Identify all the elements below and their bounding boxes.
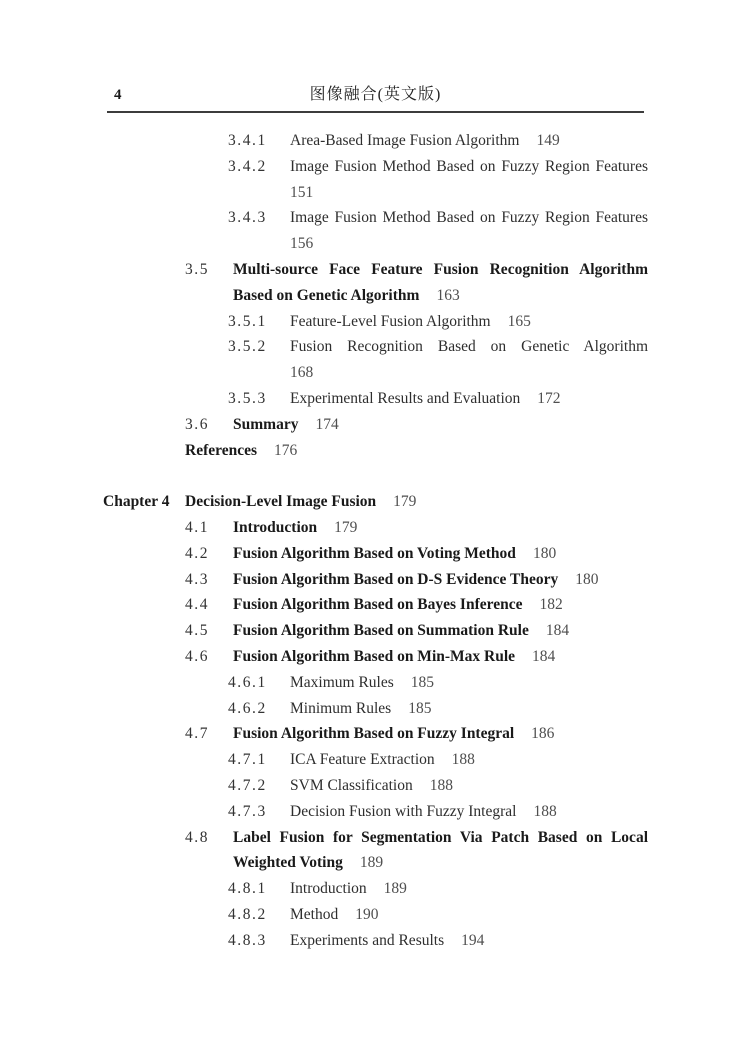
entry-title-continued: Weighted Voting — [233, 854, 343, 872]
entry-page: 151 — [290, 183, 314, 201]
entry-title: Area-Based Image Fusion Algorithm — [290, 132, 520, 149]
entry-page-line — [290, 360, 648, 386]
entry-page: 184 — [545, 622, 570, 640]
entry-number: 3.4.3 — [228, 209, 267, 227]
entry-text — [290, 309, 648, 335]
entry-number: 3.4.1 — [228, 132, 267, 149]
entry-title: Minimum Rules — [290, 699, 392, 717]
entry-page: 179 — [334, 518, 358, 536]
toc-entry — [228, 799, 648, 825]
entry-number: 4.7.2 — [228, 776, 267, 794]
entry-number: 3.6 — [185, 415, 210, 433]
entry-text — [290, 876, 648, 902]
entry-number: 4.7.3 — [228, 802, 267, 820]
page-header — [107, 84, 644, 106]
entry-page: 188 — [451, 751, 475, 769]
toc-entry — [185, 567, 648, 593]
entry-text — [290, 154, 648, 206]
entry-text — [233, 541, 648, 567]
entry-title: Method — [290, 905, 339, 923]
entry-title: Introduction — [290, 880, 367, 898]
running-title: 图像融合(英文版) — [309, 86, 442, 103]
entry-page: 194 — [461, 931, 485, 949]
entry-text — [185, 489, 648, 515]
entry-text — [290, 747, 648, 773]
toc-entry — [185, 825, 648, 877]
entry-text — [233, 412, 648, 438]
entry-page: 172 — [537, 389, 561, 407]
toc-entry — [185, 618, 648, 644]
entry-number: Chapter 4 — [103, 493, 170, 511]
entry-number: 4.2 — [185, 544, 210, 562]
entry-title: SVM Classification — [290, 776, 413, 794]
entry-title: Fusion Algorithm Based on Bayes Inference — [233, 596, 523, 614]
entry-number: 4.8.3 — [228, 931, 267, 949]
entry-text — [290, 128, 648, 154]
entry-page: 185 — [408, 699, 432, 717]
entry-text — [290, 205, 648, 257]
entry-page: 189 — [383, 880, 407, 898]
entry-number: 3.4.2 — [228, 157, 267, 175]
entry-text — [290, 334, 648, 386]
entry-number: 3.5 — [185, 260, 210, 278]
entry-page: 180 — [575, 570, 599, 588]
toc-entry — [228, 747, 648, 773]
toc-entry — [228, 205, 648, 257]
entry-title: Fusion Algorithm Based on Summation Rule — [233, 622, 529, 640]
toc-entry — [228, 386, 648, 412]
toc-entry — [185, 515, 648, 541]
toc-entry — [228, 696, 648, 722]
header-rule — [107, 111, 644, 113]
entry-text — [233, 618, 648, 644]
entry-text — [185, 438, 648, 464]
toc-entry — [185, 721, 648, 747]
entry-title: Fusion Recognition Based on Genetic Algorithm — [290, 338, 648, 356]
toc-entry — [228, 334, 648, 386]
entry-text — [290, 799, 648, 825]
entry-title-line1 — [233, 257, 648, 283]
entry-page: 149 — [536, 132, 560, 149]
entry-number: 4.6 — [185, 647, 210, 665]
toc-entry — [103, 489, 648, 515]
entry-page: 184 — [532, 647, 556, 665]
entry-page: 186 — [531, 725, 555, 743]
entry-number: 4.3 — [185, 570, 210, 588]
toc-entry — [228, 876, 648, 902]
entry-title-line1 — [233, 825, 648, 851]
entry-page-line — [290, 180, 648, 206]
entry-text — [233, 567, 648, 593]
entry-title-line1 — [290, 154, 648, 180]
toc-entry — [185, 541, 648, 567]
entry-title: Fusion Algorithm Based on Voting Method — [233, 544, 516, 562]
entry-text — [290, 386, 648, 412]
entry-text — [233, 825, 648, 877]
entry-title: Image Fusion Method Based on Fuzzy Region Features — [290, 209, 648, 227]
entry-title: Fusion Algorithm Based on D-S Evidence Theory — [233, 570, 559, 588]
toc-entry — [228, 128, 648, 154]
entry-page: 182 — [539, 596, 563, 614]
entry-number: 4.7.1 — [228, 751, 267, 769]
entry-title: ICA Feature Extraction — [290, 751, 435, 769]
entry-text — [233, 515, 648, 541]
toc-entry — [185, 438, 648, 464]
entry-number: 4.1 — [185, 518, 210, 536]
entry-text — [233, 644, 648, 670]
entry-number: 4.8.2 — [228, 905, 267, 923]
toc-entry — [185, 257, 648, 309]
entry-number: 4.6.2 — [228, 699, 267, 717]
toc-entry — [185, 644, 648, 670]
entry-title: Feature-Level Fusion Algorithm — [290, 312, 491, 330]
entry-page: 188 — [429, 776, 453, 794]
entry-title: Fusion Algorithm Based on Fuzzy Integral — [233, 725, 515, 743]
entry-title: Image Fusion Method Based on Fuzzy Region Features — [290, 157, 648, 175]
entry-number: 4.6.1 — [228, 673, 267, 691]
entry-title-line1 — [290, 205, 648, 231]
entry-number: 4.7 — [185, 725, 210, 743]
entry-title-line2 — [233, 283, 648, 309]
entry-page: 185 — [410, 673, 435, 691]
entry-text — [233, 592, 648, 618]
entry-title: Summary — [233, 415, 299, 433]
entry-page: 179 — [393, 493, 417, 511]
entry-title: Introduction — [233, 518, 318, 536]
entry-title: Experiments and Results — [290, 931, 445, 949]
entry-title: Decision Fusion with Fuzzy Integral — [290, 802, 517, 820]
entry-page: 176 — [274, 441, 298, 459]
entry-text — [290, 696, 648, 722]
entry-number: 4.8 — [185, 828, 210, 846]
entry-number: 3.5.3 — [228, 389, 267, 407]
toc-entry — [185, 592, 648, 618]
entry-text — [290, 902, 648, 928]
entry-page-line — [290, 231, 648, 257]
entry-text — [290, 670, 648, 696]
entry-number: 4.5 — [185, 622, 210, 640]
entry-number: 4.4 — [185, 596, 210, 614]
entry-page: 190 — [355, 905, 379, 923]
entry-page: 188 — [533, 802, 557, 820]
entry-number: 4.8.1 — [228, 880, 267, 898]
entry-page: 180 — [532, 544, 557, 562]
entry-text — [290, 773, 648, 799]
entry-title: Decision-Level Image Fusion — [185, 493, 377, 511]
toc-entry — [228, 670, 648, 696]
entry-text — [290, 928, 648, 954]
entry-title-line1 — [290, 334, 648, 360]
entry-title: Label Fusion for Segmentation Via Patch Based on Local — [233, 828, 648, 846]
entry-page: 156 — [290, 235, 314, 253]
page-number: 4 — [114, 87, 122, 103]
toc-entry — [185, 412, 648, 438]
toc-entry — [228, 309, 648, 335]
toc-entry — [228, 773, 648, 799]
entry-number: 3.5.2 — [228, 338, 267, 356]
entry-text — [233, 257, 648, 309]
entry-page: 165 — [507, 312, 531, 330]
entry-title-continued: Based on Genetic Algorithm — [233, 286, 420, 304]
entry-page: 189 — [359, 854, 384, 872]
entry-page: 163 — [436, 286, 460, 304]
entry-number: 3.5.1 — [228, 312, 267, 330]
toc-spacer — [0, 463, 750, 489]
entry-page: 168 — [290, 364, 314, 382]
toc-list — [0, 128, 750, 954]
entry-title: References — [185, 441, 258, 459]
toc-entry — [228, 902, 648, 928]
entry-title: Experimental Results and Evaluation — [290, 389, 521, 407]
entry-title-line2 — [233, 850, 648, 876]
entry-text — [233, 721, 648, 747]
entry-title: Maximum Rules — [290, 673, 394, 691]
toc-entry — [228, 928, 648, 954]
toc-entry — [228, 154, 648, 206]
entry-page: 174 — [315, 415, 339, 433]
entry-title: Multi-source Face Feature Fusion Recognition Algorithm — [233, 260, 648, 278]
entry-title: Fusion Algorithm Based on Min-Max Rule — [233, 647, 516, 665]
